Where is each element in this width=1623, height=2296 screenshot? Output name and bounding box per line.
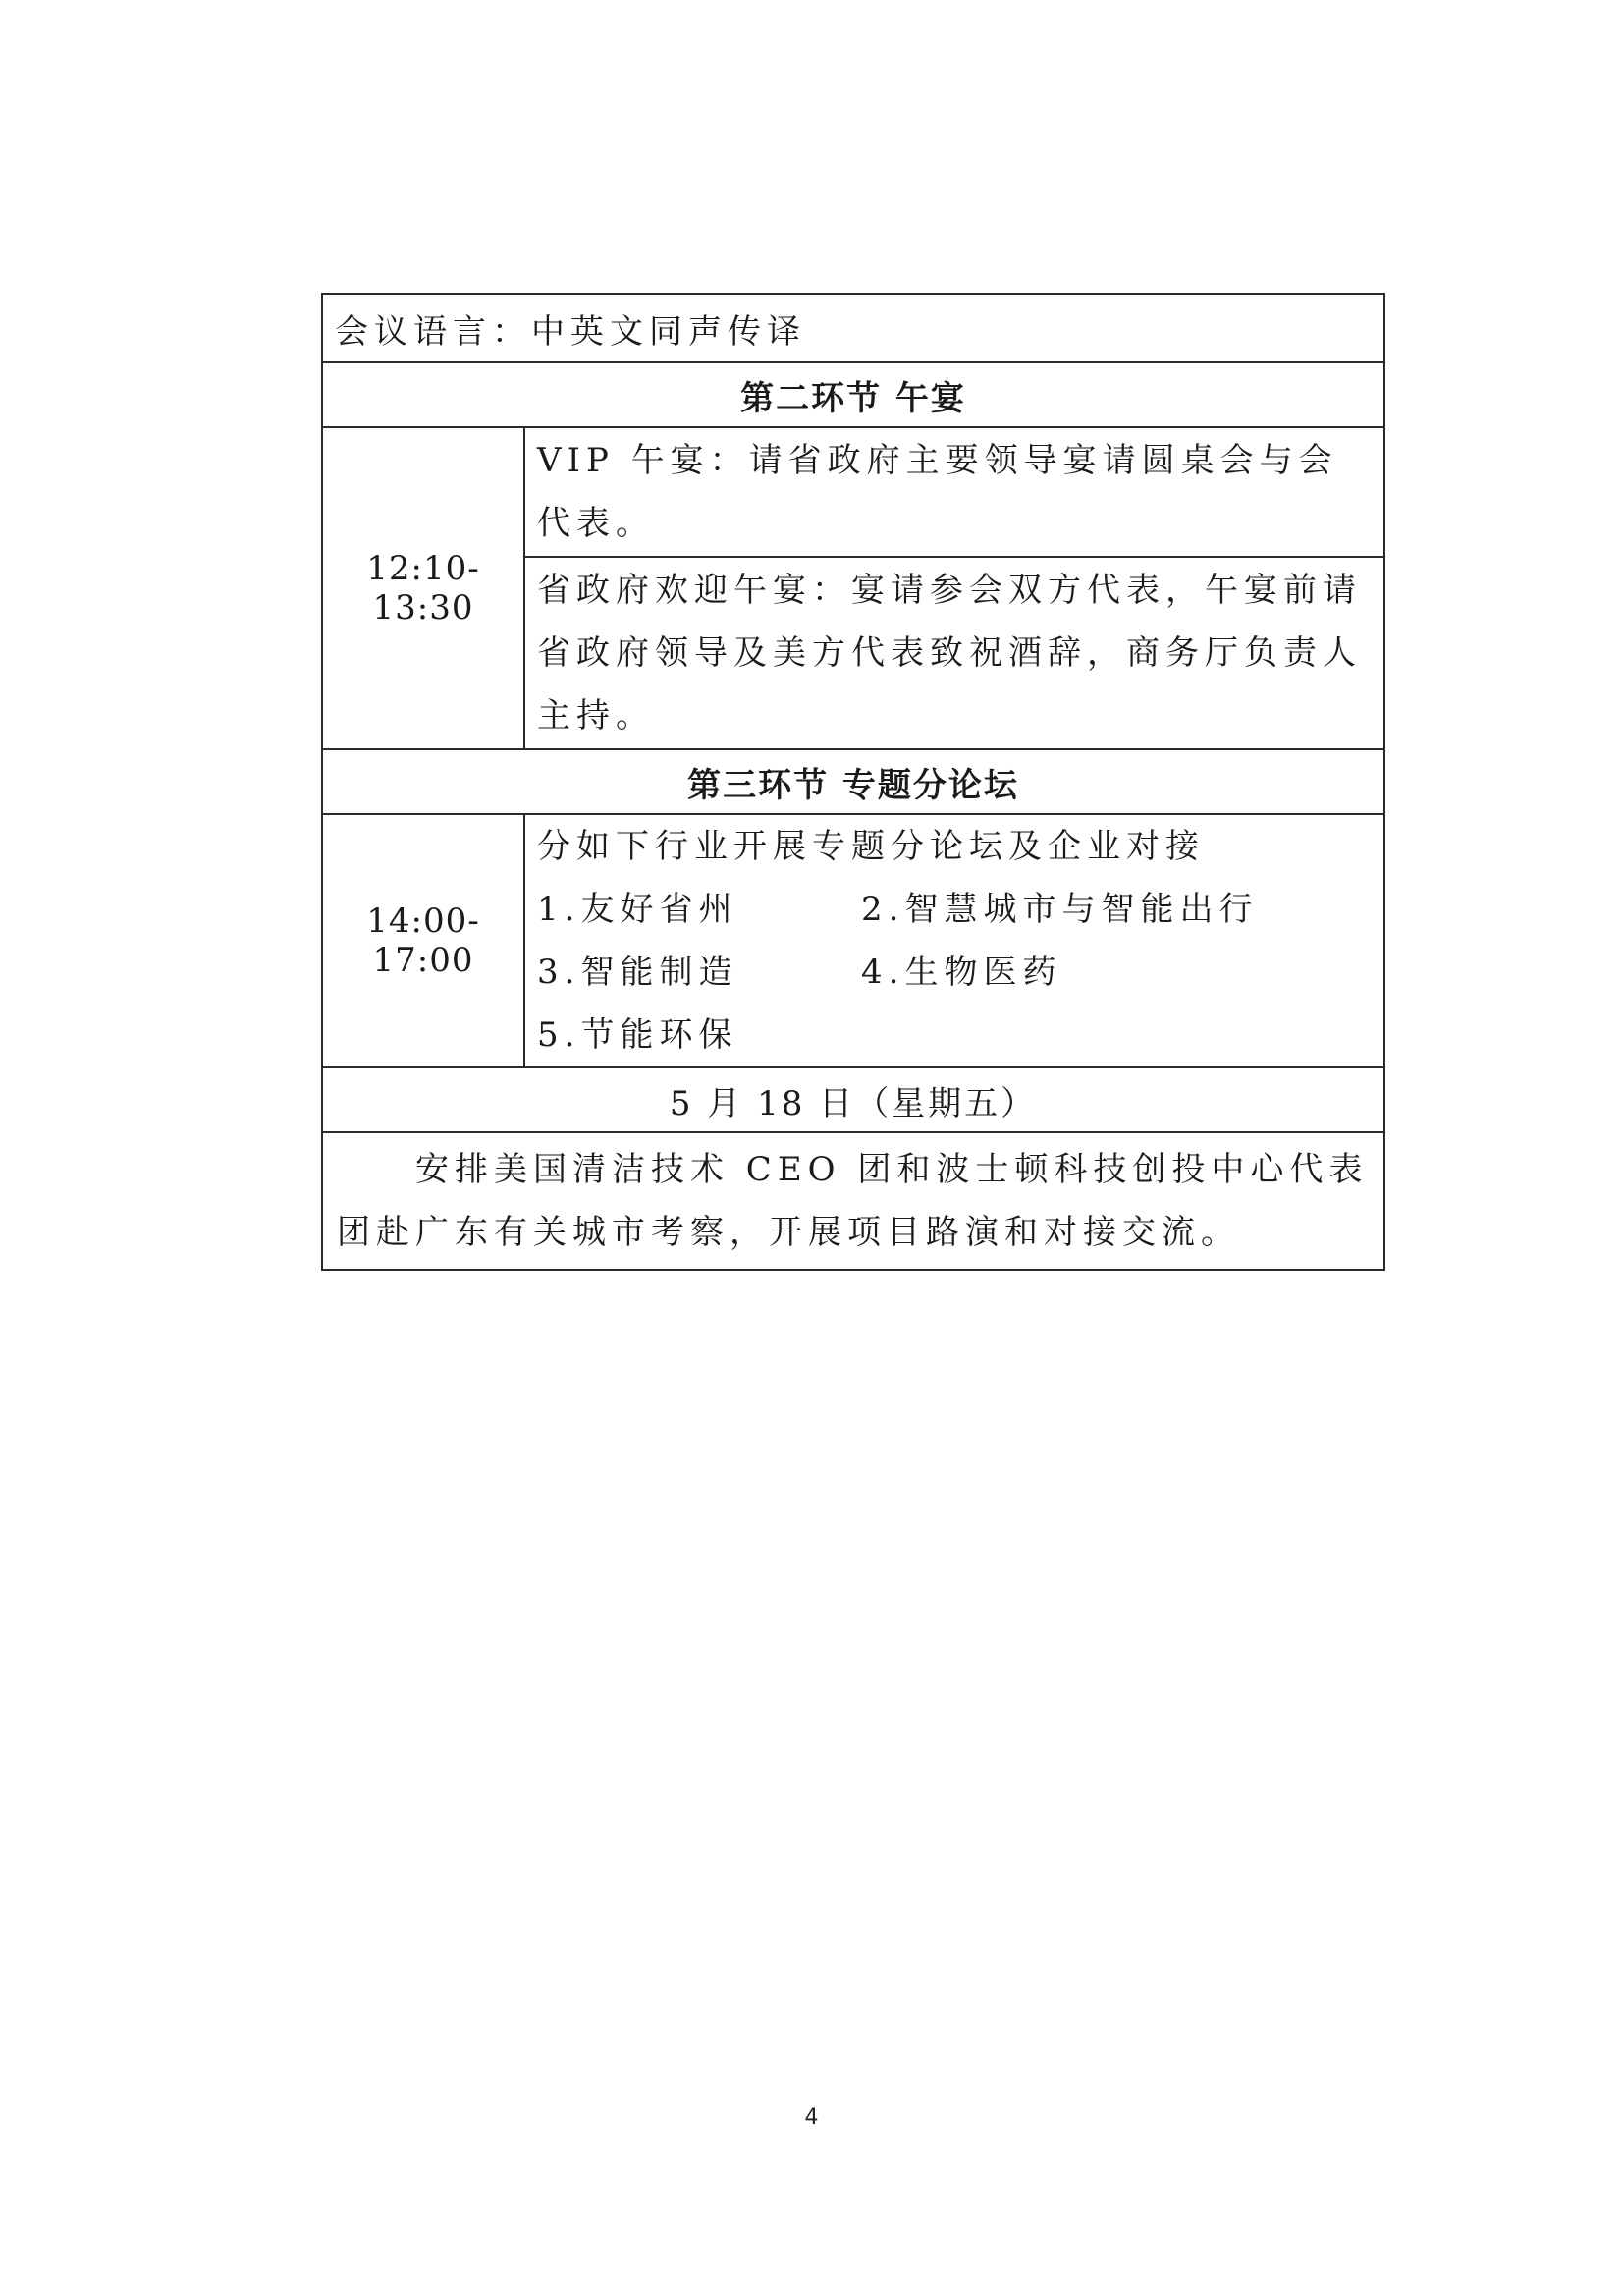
section2-heading-row xyxy=(322,362,1384,427)
language-row xyxy=(322,294,1384,362)
forum-item: 2.智慧城市与智能出行 xyxy=(861,890,1259,929)
section2-time: 12:10-13:30 xyxy=(322,427,524,749)
forum-cell xyxy=(524,814,1384,1067)
arrangement-cell xyxy=(322,1132,1384,1270)
forum-list xyxy=(537,878,1372,1066)
forum-item: 5.节能环保 xyxy=(537,1015,738,1055)
welcome-lunch-cell: 省政府欢迎午宴：宴请参会双方代表，午宴前请省政府领导及美方代表致祝酒辞，商务厅负责人主持。 xyxy=(524,557,1384,749)
forum-intro: 分如下行业开展专题分论坛及企业对接 xyxy=(537,827,1205,866)
language-cell: 会议语言：中英文同声传译 xyxy=(322,294,1384,362)
section2-title: 第二环节 午宴 xyxy=(322,362,1384,427)
section3-forum-row xyxy=(322,814,1384,1067)
date-row xyxy=(322,1067,1384,1132)
vip-lunch-cell: VIP 午宴：请省政府主要领导宴请圆桌会与会代表。 xyxy=(524,427,1384,557)
agenda-table xyxy=(321,293,1385,1271)
page-number: 4 xyxy=(804,2105,819,2130)
forum-item: 1.友好省州 xyxy=(537,890,738,929)
arrangement-row xyxy=(322,1132,1384,1270)
forum-item: 4.生物医药 xyxy=(861,953,1062,992)
date-cell: 5 月 18 日（星期五） xyxy=(322,1067,1384,1132)
section3-heading-row xyxy=(322,749,1384,814)
arrangement-text: 安排美国清洁技术 CEO 团和波士顿科技创投中心代表团赴广东有关城市考察，开展项目路演和对接交流。 xyxy=(337,1150,1369,1252)
section2-vip-row xyxy=(322,427,1384,557)
forum-item: 3.智能制造 xyxy=(537,953,738,992)
section3-title: 第三环节 专题分论坛 xyxy=(322,749,1384,814)
section3-time: 14:00-17:00 xyxy=(322,814,524,1067)
